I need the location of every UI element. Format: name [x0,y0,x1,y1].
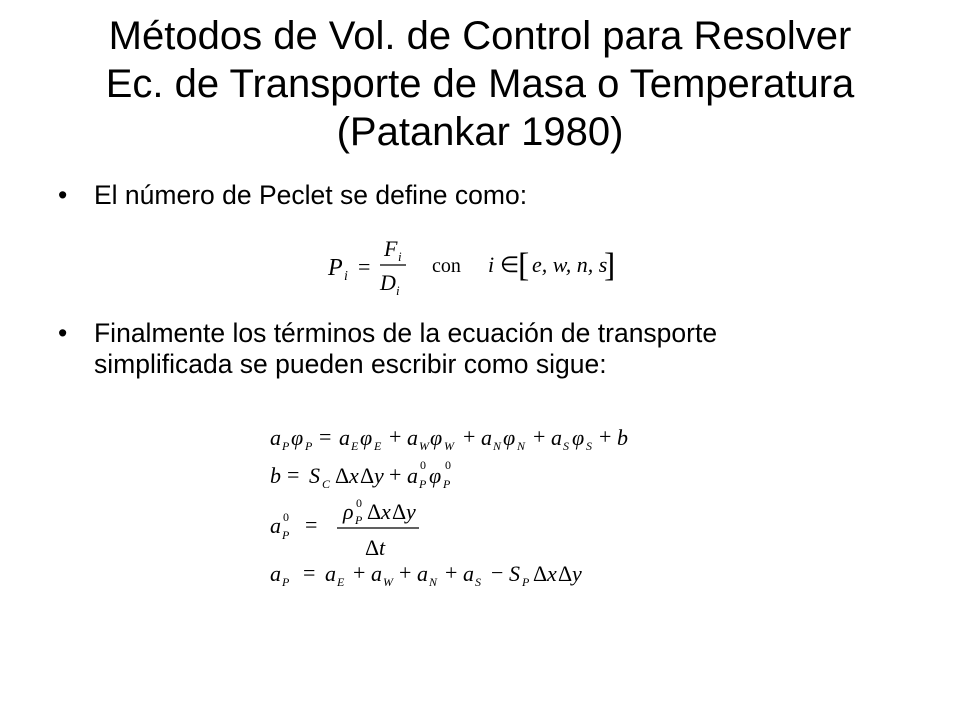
svg-text:Δ: Δ [533,561,548,586]
svg-text:P: P [305,439,313,453]
svg-text:Δ: Δ [367,499,382,524]
svg-text:a: a [463,561,474,586]
svg-text:Δ: Δ [392,499,407,524]
svg-text:P: P [522,575,530,589]
svg-text:b: b [270,463,281,488]
svg-text:P: P [355,513,363,527]
svg-text:a: a [270,425,281,450]
svg-text:y: y [572,561,582,586]
svg-text:a: a [270,513,281,538]
title-line-1: Métodos de Vol. de Control para Resolver [108,14,852,58]
svg-text:S: S [509,561,520,586]
equation-line-1 [270,424,628,453]
svg-text:P: P [282,439,290,453]
bullet-peclet [58,180,918,211]
svg-text:a: a [407,425,418,450]
svg-text:x: x [349,463,359,488]
svg-text:N: N [517,439,526,453]
eq-con: con [432,255,461,277]
svg-text:a: a [481,425,492,450]
eq-i: i [488,252,495,277]
svg-text:+: + [399,560,412,585]
eq-sub-i: i [398,249,402,264]
svg-text:S: S [309,463,320,488]
svg-text:W: W [419,439,429,453]
slide-title [0,12,960,156]
svg-text:N: N [429,575,438,589]
bullet-dot: • [58,180,68,210]
title-line-3: (Patankar 1980) [336,110,624,154]
eq-sub-i: i [396,283,400,298]
svg-text:+: + [533,424,546,449]
svg-text:0: 0 [420,458,426,472]
svg-text:y: y [406,499,416,524]
svg-text:Δ: Δ [558,561,573,586]
eq-bracket-close: ] [604,247,616,284]
svg-text:+: + [463,424,476,449]
svg-text:b: b [617,425,628,450]
svg-text:+: + [389,424,402,449]
equation-line-3 [270,496,419,560]
title-line-2: Ec. de Transporte de Masa o Temperatura [105,62,855,106]
svg-text:P: P [282,575,290,589]
svg-text:+: + [353,560,366,585]
svg-text:φ: φ [291,425,304,450]
equation-line-2 [270,458,451,491]
svg-text:−: − [491,560,504,585]
svg-text:W: W [444,439,454,453]
svg-text:N: N [493,439,502,453]
svg-text:P: P [419,477,427,491]
svg-text:y: y [374,463,384,488]
svg-text:W: W [383,575,393,589]
eq-P: P [328,255,343,281]
svg-text:ρ: ρ [343,499,354,524]
svg-text:=: = [287,462,300,487]
svg-text:Δ: Δ [365,535,380,560]
svg-text:x: x [547,561,557,586]
svg-text:P: P [443,477,451,491]
svg-text:φ: φ [430,425,443,450]
eq-set: e, w, n, s [532,252,608,277]
svg-text:x: x [381,499,391,524]
equation-line-4 [270,560,582,589]
svg-text:φ: φ [503,425,516,450]
svg-text:φ: φ [360,425,373,450]
svg-text:a: a [371,561,382,586]
bullet-text-line-2: simplificada se pueden escribir como sigue: [94,349,607,379]
svg-text:+: + [389,462,402,487]
svg-text:a: a [551,425,562,450]
bullet-finalmente [58,318,918,380]
svg-text:0: 0 [445,458,451,472]
peclet-equation [320,228,630,308]
svg-text:E: E [374,439,382,453]
svg-text:t: t [379,535,386,560]
svg-text:S: S [586,439,592,453]
svg-text:a: a [325,561,336,586]
svg-text:E: E [337,575,345,589]
svg-text:=: = [303,560,316,585]
eq-equals: = [358,254,371,279]
svg-text:Δ: Δ [360,463,375,488]
eq-sub-i: i [344,269,348,284]
svg-text:Δ: Δ [335,463,350,488]
svg-text:a: a [417,561,428,586]
svg-text:=: = [305,512,318,537]
svg-text:φ: φ [429,463,442,488]
eq-F: F [384,236,398,261]
bullet-text-line-1: Finalmente los términos de la ecuación de transporte [94,318,718,348]
svg-text:P: P [282,528,290,542]
svg-text:S: S [563,439,569,453]
equation-block [265,415,645,595]
svg-text:C: C [322,477,331,491]
svg-text:E: E [351,439,359,453]
svg-text:φ: φ [572,425,585,450]
svg-text:a: a [270,561,281,586]
svg-text:a: a [407,463,418,488]
svg-text:=: = [319,424,332,449]
bullet-text: El número de Peclet se define como: [94,180,528,210]
svg-text:+: + [599,424,612,449]
svg-text:0: 0 [356,496,362,510]
svg-text:0: 0 [283,510,289,524]
bullet-dot: • [58,318,68,348]
svg-text:a: a [339,425,350,450]
eq-bracket-open: [ [518,247,530,284]
svg-text:+: + [445,560,458,585]
eq-element-of: ∈ [500,252,520,277]
svg-text:S: S [475,575,481,589]
eq-D: D [380,270,396,295]
